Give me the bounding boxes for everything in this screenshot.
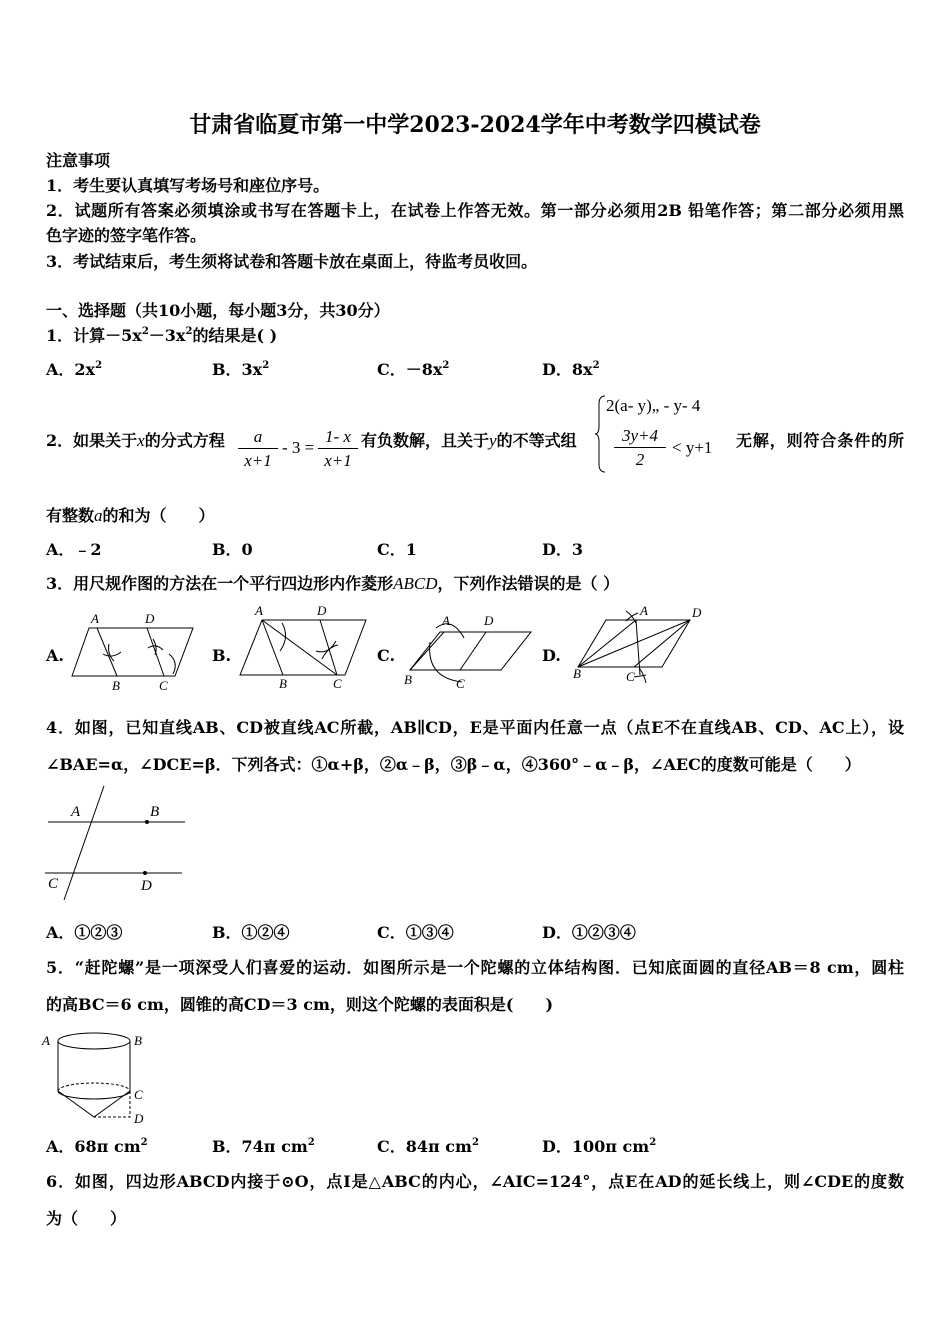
q2-mid-1: 的分式方程 [144, 431, 225, 450]
q5-option-b-text: B．74π cm [212, 1137, 308, 1156]
q3-stem-var: ABCD [393, 574, 438, 593]
label-d: D [134, 1111, 144, 1126]
q1-option-c-text: C．－8x [377, 360, 443, 379]
q2-fraction-1-numerator: a [238, 426, 278, 449]
diagonal-bd [578, 620, 690, 667]
q6-stem-line-1: 6．如图，四边形ABCD内接于⊙O，点I是△ABC的内心，∠AIC=124°，点E在AD的延长线上，则∠CDE的度数 [46, 1172, 904, 1191]
label-d: D [484, 613, 494, 628]
q1-stem [46, 326, 277, 346]
label-c: C [626, 669, 635, 684]
q2-system-fraction [614, 425, 666, 472]
section-heading: 一、选择题（共10小题，每小题3分，共30分） [46, 301, 390, 320]
q2-fraction-2-denominator: x+1 [324, 451, 352, 470]
q2-fraction-2 [318, 426, 358, 473]
q1-option-c [377, 360, 449, 380]
label-d: D [145, 611, 155, 626]
q2-option-b: B．0 [212, 540, 253, 559]
q2-fraction-1-denominator: x+1 [244, 451, 272, 470]
q3-figure-a [65, 608, 200, 696]
label-b: B [150, 804, 160, 820]
q5-option-b-exponent: 2 [307, 1137, 315, 1148]
q1-stem-part-2: －3x [148, 326, 186, 345]
q4-option-b: B．①②④ [212, 923, 290, 942]
q2-system-line-2-rest: < y+1 [672, 438, 713, 457]
q2-fraction-2-numerator: 1- x [318, 426, 358, 449]
q3-option-c: C. [377, 646, 396, 665]
q5-option-d-text: D．100π cm [542, 1137, 650, 1156]
q2-var-a: a [94, 506, 103, 525]
q2-stem-middle [361, 431, 577, 451]
q1-option-b [212, 360, 269, 380]
q5-option-c [377, 1137, 479, 1157]
side-ba [410, 632, 444, 670]
q1-option-c-exponent: 2 [442, 360, 450, 371]
side-cd [634, 620, 690, 667]
q2-line2-prefix: 有整数 [46, 506, 95, 525]
q1-option-b-text: B．3x [212, 360, 263, 379]
label-b: B [279, 676, 287, 691]
q5-option-d-exponent: 2 [649, 1137, 657, 1148]
q2-fraction-1 [238, 426, 278, 473]
notice-heading: 注意事项 [46, 151, 111, 170]
q2-system-fraction-denominator: 2 [635, 450, 645, 469]
q1-stem-exponent-1: 2 [141, 326, 149, 337]
q2-mid-2: 有负数解，且关于 [361, 431, 490, 450]
q5-spinning-top-figure [40, 1028, 152, 1130]
q2-stem-line-2 [46, 506, 215, 526]
q3-figure-d [570, 603, 710, 687]
q4-stem-line-1: 4．如图，已知直线AB、CD被直线AC所截，AB∥CD，E是平面内任意一点（点E不在直线AB、CD、AC上），设 [46, 718, 904, 737]
label-a: A [640, 603, 648, 618]
parallelogram [410, 632, 531, 670]
diagonal-ac [262, 620, 337, 675]
label-a: A [255, 603, 263, 618]
q5-option-c-exponent: 2 [471, 1137, 479, 1148]
cylinder-top [58, 1033, 130, 1049]
notice-item-2-line-2: 色字迹的签字笔作答。 [46, 226, 207, 245]
q5-option-c-text: C．84π cm [377, 1137, 472, 1156]
q2-system-fraction-numerator: 3y+4 [614, 425, 666, 448]
q3-stem-part-2: ，下列作法错误的是（ ） [437, 574, 620, 593]
point-d [143, 871, 147, 875]
notice-item-1: 1．考生要认真填写考场号和座位序号。 [46, 176, 330, 195]
label-a: A [71, 804, 81, 820]
q1-option-a-text: A．2x [46, 360, 96, 379]
label-b: B [404, 672, 412, 687]
q3-stem-part-1: 3．用尺规作图的方法在一个平行四边形内作菱形 [46, 574, 394, 593]
q4-option-d: D．①②③④ [542, 923, 636, 942]
label-a: A [42, 1033, 50, 1048]
construction-arc [103, 652, 121, 656]
label-d: D [141, 878, 152, 894]
q1-stem-exponent-2: 2 [185, 326, 193, 337]
label-b: B [112, 678, 120, 693]
label-c: C [333, 676, 342, 691]
label-a: A [442, 613, 450, 628]
label-c: C [456, 676, 465, 691]
q4-option-a: A．①②③ [46, 923, 123, 942]
notice-item-2-line-1: 2．试题所有答案必须填涂或书写在答题卡上，在试卷上作答无效。第一部分必须用2B 铅笔作答；第二部分必须用黑 [46, 201, 904, 220]
q2-stem-start [46, 431, 225, 451]
cylinder-bottom-front [58, 1091, 130, 1099]
q2-mid-3: 的不等式组 [496, 431, 577, 450]
label-c: C [48, 876, 59, 892]
q5-option-a-text: A．68π cm [46, 1137, 141, 1156]
exam-title: 甘肃省临夏市第一中学2023-2024学年中考数学四模试卷 [189, 112, 761, 138]
label-c: C [159, 678, 168, 693]
q5-stem-line-2: 的高BC＝6 cm，圆锥的高CD＝3 cm，则这个陀螺的表面积是( ) [46, 995, 554, 1014]
construction-arc [169, 654, 175, 674]
q6-stem-line-2: 为（ ） [46, 1209, 127, 1228]
q1-option-d [542, 360, 600, 380]
q2-var-y: y [489, 431, 497, 450]
label-d: D [317, 603, 327, 618]
q2-option-c: C．1 [377, 540, 417, 559]
cone [58, 1091, 130, 1117]
q5-option-b [212, 1137, 315, 1157]
side-ba [578, 620, 636, 667]
q1-option-d-exponent: 2 [592, 360, 600, 371]
q3-figure-c [402, 608, 542, 692]
q2-option-d: D．3 [542, 540, 584, 559]
q3-stem [46, 574, 619, 594]
label-d: D [692, 605, 702, 620]
q3-option-a: A. [46, 646, 64, 665]
q3-option-d: D. [542, 646, 561, 665]
cylinder-bottom-back [58, 1083, 130, 1091]
q2-option-a: A．﹣2 [46, 540, 102, 559]
label-c: C [134, 1087, 143, 1102]
q4-stem-line-2: ∠BAE=α，∠DCE=β．下列各式：①α+β，②α﹣β，③β﹣α，④360°﹣α﹣β，∠AEC的度数可能是（ ） [46, 755, 861, 774]
label-b: B [134, 1033, 142, 1048]
notice-item-3: 3．考试结束后，考生须将试卷和答题卡放在桌面上，待监考员收回。 [46, 252, 538, 271]
q2-prefix: 2．如果关于 [46, 431, 138, 450]
q4-option-c: C．①③④ [377, 923, 454, 942]
q3-figure-b [232, 603, 372, 693]
point-b [145, 820, 149, 824]
q3-option-b: B. [212, 646, 232, 665]
parallelogram [240, 620, 366, 675]
q1-option-a [46, 360, 102, 380]
q2-line2-suffix: 的和为（ ） [102, 506, 215, 525]
q5-stem-line-1: 5．“赶陀螺”是一项深受人们喜爱的运动．如图所示是一个陀螺的立体结构图．已知底面圆的直径AB＝8 cm，圆柱 [46, 958, 904, 977]
q2-var-x: x [137, 431, 145, 450]
q1-option-d-text: D．8x [542, 360, 593, 379]
label-b: B [573, 666, 581, 681]
q1-option-a-exponent: 2 [95, 360, 103, 371]
transversal-ac [64, 786, 104, 900]
side-ab [97, 628, 117, 676]
q2-system-line-1: 2(a- y)„ - y- 4 [606, 396, 701, 415]
side-dc [320, 620, 337, 675]
q5-option-a [46, 1137, 148, 1157]
q1-stem-part-1: 1．计算－5x [46, 326, 142, 345]
q1-stem-part-3: 的结果是( ) [192, 326, 278, 345]
q1-option-b-exponent: 2 [262, 360, 270, 371]
q2-operator: - 3 = [282, 438, 315, 457]
q5-option-d [542, 1137, 656, 1157]
q4-figure [44, 782, 189, 904]
q5-option-a-exponent: 2 [140, 1137, 148, 1148]
label-a: A [91, 611, 99, 626]
q2-suffix: 无解，则符合条件的所 [736, 431, 904, 450]
